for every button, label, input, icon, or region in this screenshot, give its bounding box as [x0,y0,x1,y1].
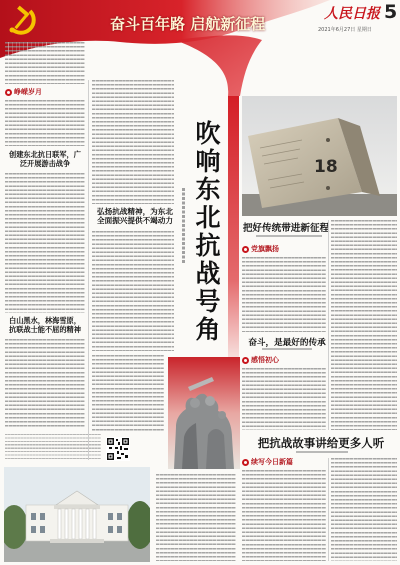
body-text-block [331,458,397,561]
column-divider [328,458,329,561]
section-label-zhengrong [5,87,42,97]
byline [256,235,322,237]
body-text-block [242,257,326,332]
monument-engraving: 18 [314,157,338,177]
paper-name: 人民日报 [324,6,380,22]
body-text-block [156,474,236,561]
qr-code [106,437,130,461]
section-marker-icon [242,459,249,466]
column-divider [88,80,89,460]
byline [296,451,348,453]
page-number: 5 [384,1,398,23]
issue-date: 2021年6月27日 星期日 [318,27,372,33]
body-text-block [92,231,174,351]
red-ribbon-strip [228,96,239,358]
body-text-block [5,173,85,313]
subheading: 创建东北抗日联军，广泛开展游击战争 [9,150,81,168]
section-label-text: 感悟初心 [251,356,279,364]
body-text-block [92,355,164,431]
section-marker-icon [242,246,249,253]
feature-title: 吹响东北抗战号角 [192,120,221,344]
body-text-block [242,470,326,561]
headline: 把抗战故事讲给更多人听 [257,436,385,450]
byline [262,348,312,350]
byline-vertical [182,188,185,264]
section-marker-icon [242,357,249,364]
section-label-text: 续写今日新篇 [251,458,293,466]
section-label-xuxie [242,457,293,467]
subheading: 弘扬抗战精神，为东北全面振兴提供不竭动力 [97,207,173,226]
building-photo [4,467,150,562]
body-text-block [242,368,326,430]
section-marker-icon [5,89,12,96]
headline: 把好传统带进新征程 [242,223,330,234]
section-label-ganwu [242,355,279,365]
body-text-block [5,100,85,146]
subheading: 白山黑水，林海雪原，抗联战士能不屈的精神 [9,316,81,334]
column-divider [328,220,329,430]
section-label-dangqi [242,244,279,254]
hammer-sickle-icon [4,3,40,39]
body-text-block [5,339,85,429]
header-slogan: 奋斗百年路 启航新征程 [110,15,266,33]
section-label-text: 党旗飘扬 [251,245,279,253]
headline: 奋斗，是最好的传承 [248,338,326,348]
section-label-text: 峥嵘岁月 [14,88,42,96]
body-text-block [92,80,174,204]
body-text-block [331,220,397,430]
body-text-block [5,42,85,84]
sculpture-photo [168,357,240,469]
photo-caption [5,434,101,460]
monument-photo [242,96,397,216]
